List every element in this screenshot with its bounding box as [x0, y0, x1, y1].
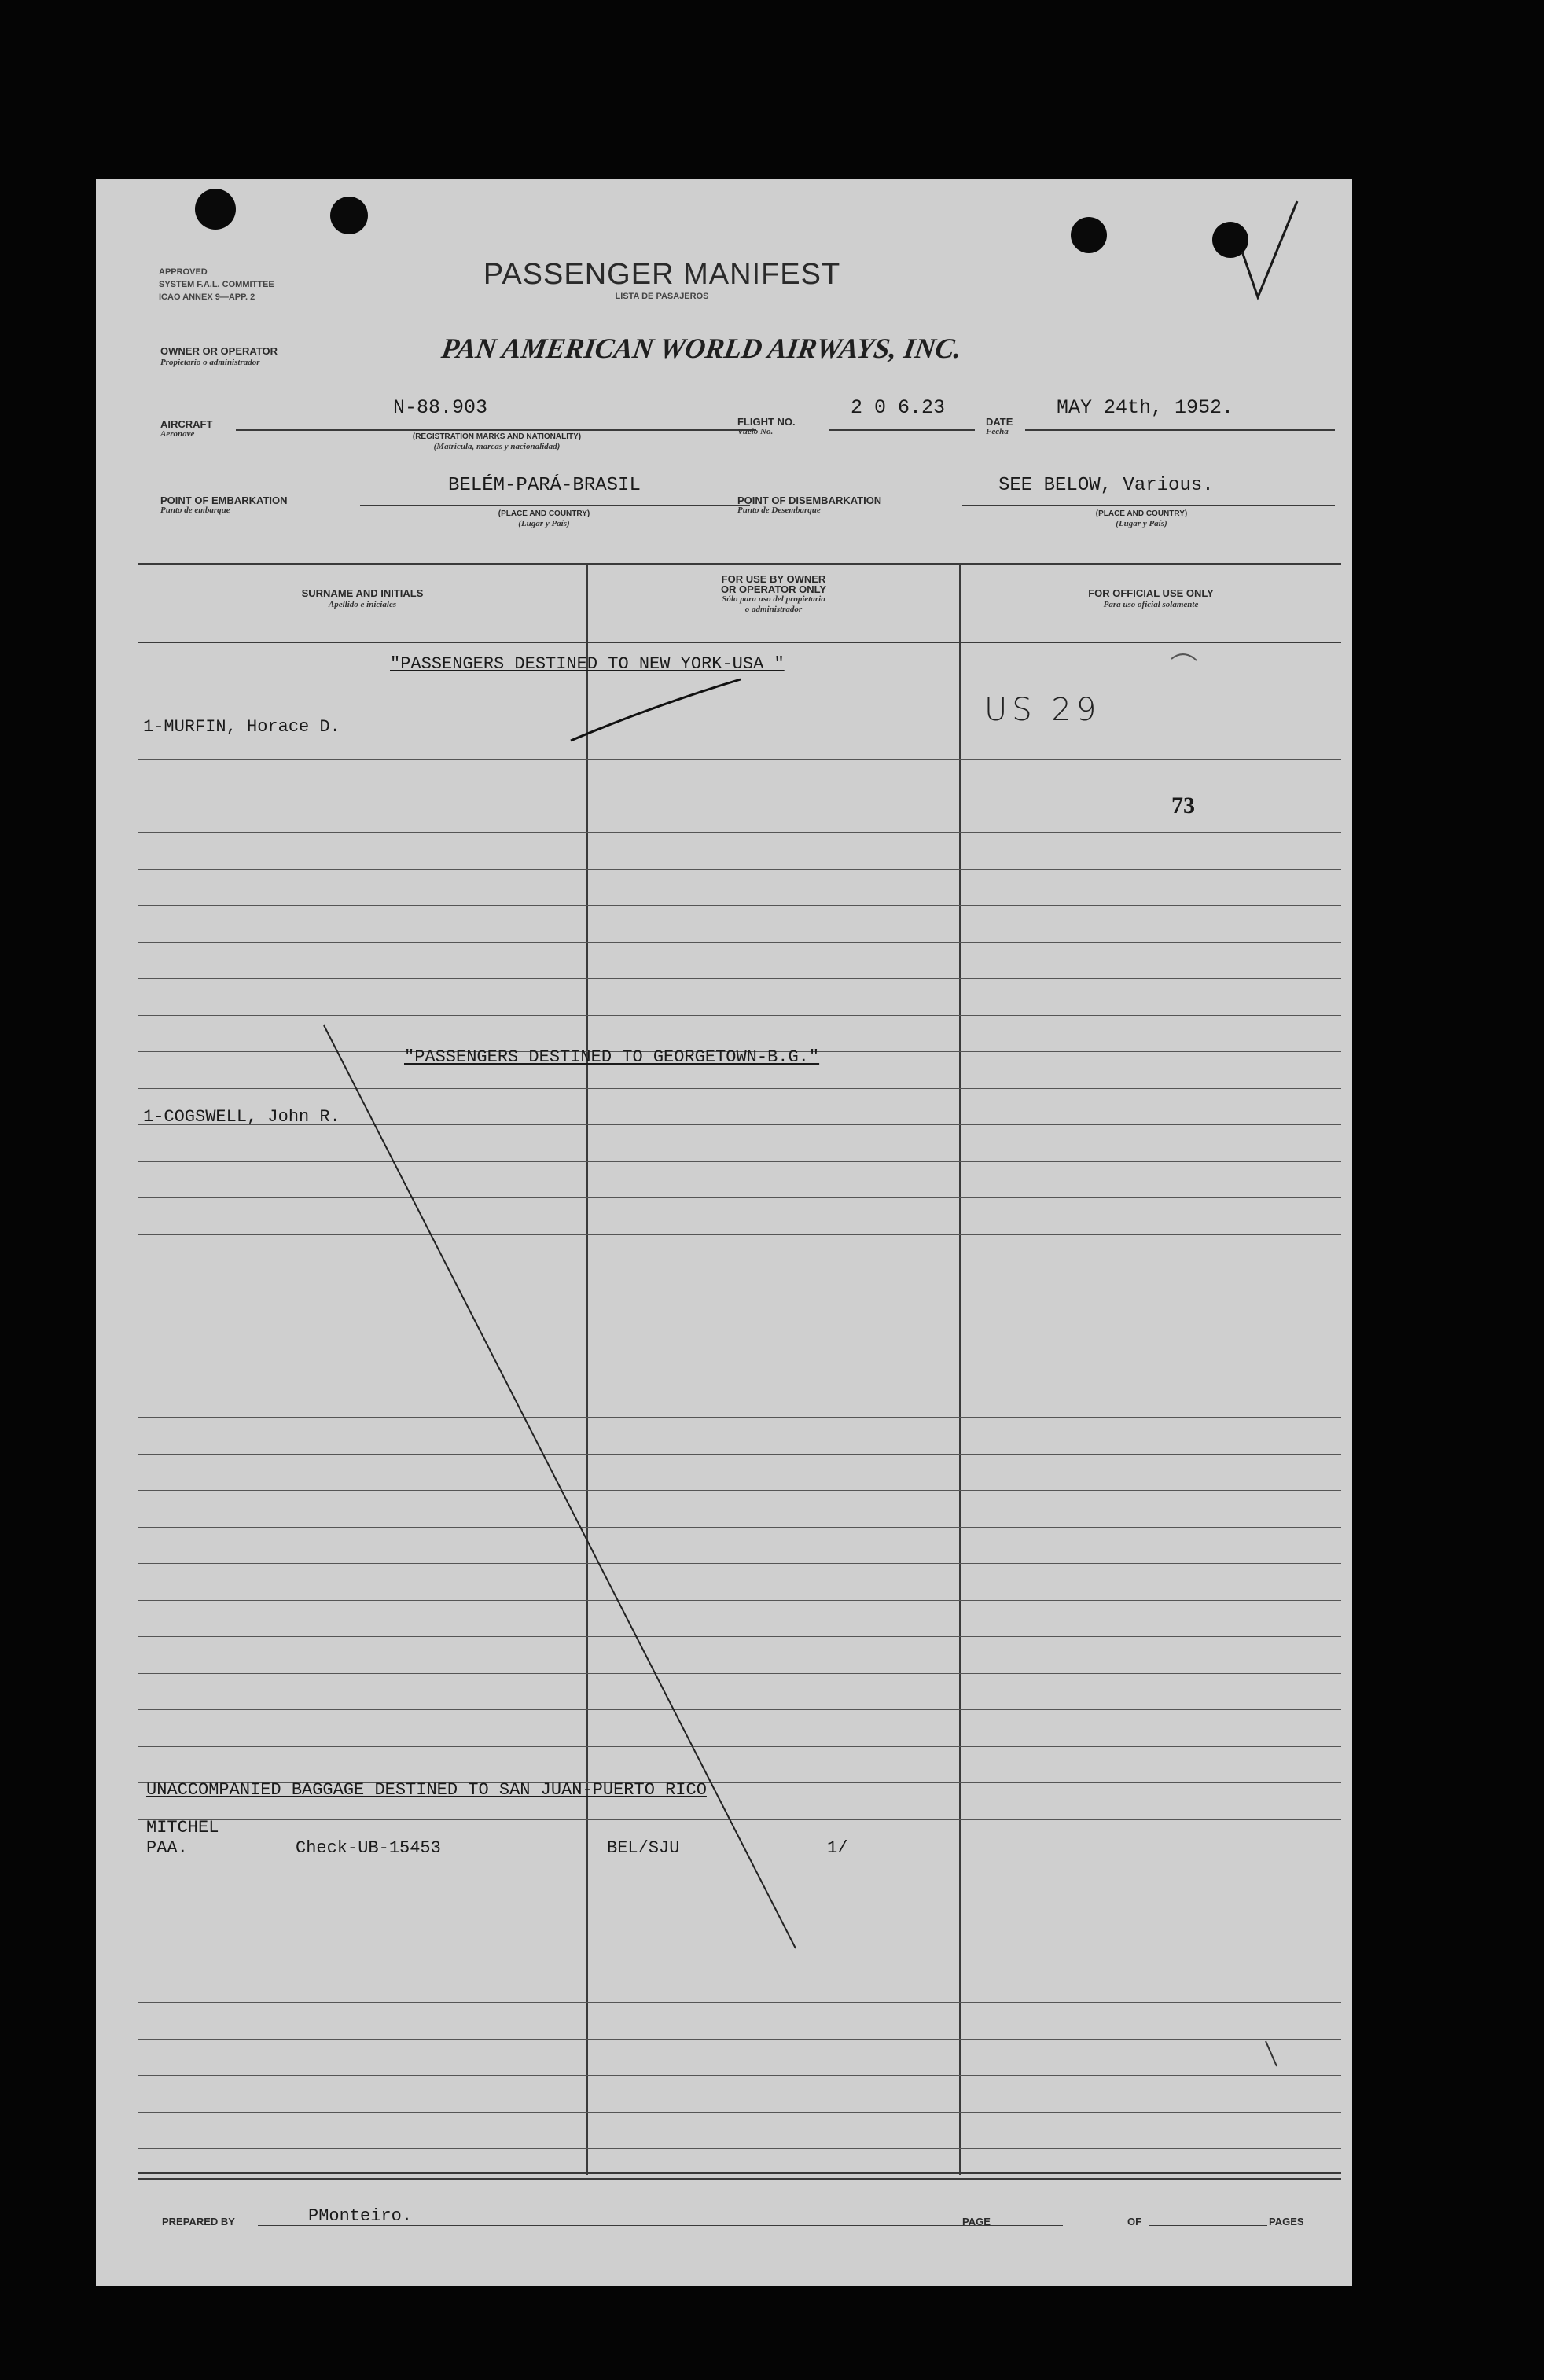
date-value: MAY 24th, 1952.: [1057, 396, 1234, 419]
of-line: [1149, 2225, 1267, 2226]
col3-label: FOR OFFICIAL USE ONLY: [1088, 587, 1214, 599]
registration-label-sub: (Matrícula, marcas y nacionalidad): [433, 442, 561, 451]
flight-label-sub: Vuelo No.: [737, 427, 774, 436]
col2-label-a: FOR USE BY OWNER: [721, 573, 826, 585]
col3-label-sub: Para uso oficial solamente: [1103, 600, 1199, 609]
approved-line: SYSTEM F.A.L. COMMITTEE: [159, 280, 274, 289]
disembark-label: POINT OF DISEMBARKATION: [737, 495, 882, 506]
date-label: DATE: [986, 416, 1013, 428]
owner-label: OWNER OR OPERATOR: [160, 345, 278, 357]
baggage-count: 1/: [827, 1838, 848, 1858]
flight-value: 2 0 6.23: [851, 396, 946, 419]
aircraft-value: N-88.903: [393, 396, 488, 419]
prepared-label: PREPARED BY: [162, 2216, 235, 2227]
registration-label: (REGISTRATION MARKS AND NATIONALITY): [412, 432, 582, 441]
date-label-sub: Fecha: [986, 427, 1009, 436]
page-label: PAGE: [962, 2216, 991, 2227]
group2-heading: "PASSENGERS DESTINED TO GEORGETOWN-B.G.": [404, 1047, 820, 1067]
page-subtitle: LISTA DE PASAJEROS: [615, 292, 709, 301]
disembark-place-label-sub: (Lugar y País): [1116, 519, 1167, 528]
embark-label: POINT OF EMBARKATION: [160, 495, 288, 506]
pen-strokes: [96, 179, 1352, 2286]
owner-label-sub: Propietario o administrador: [160, 358, 260, 367]
baggage-route: BEL/SJU: [607, 1838, 680, 1858]
embark-label-sub: Punto de embarque: [160, 506, 230, 515]
col1-label: SURNAME AND INITIALS: [301, 587, 424, 599]
col1-label-sub: Apellido e iniciales: [328, 600, 397, 609]
passenger-entry: 1-MURFIN, Horace D.: [143, 717, 340, 737]
baggage-check: Check-UB-15453: [296, 1838, 441, 1858]
table-bottom-border: [138, 2172, 1341, 2174]
approved-line: ICAO ANNEX 9—APP. 2: [159, 292, 255, 302]
manifest-sheet: [96, 179, 1352, 2286]
baggage-name: MITCHEL: [146, 1818, 219, 1837]
col2-label-sub-a: Sólo para uso del propietario: [722, 594, 825, 604]
baggage-heading: UNACCOMPANIED BAGGAGE DESTINED TO SAN JUAN-PUERTO RICO: [146, 1780, 707, 1800]
pages-label: PAGES: [1269, 2216, 1304, 2227]
page-title: PASSENGER MANIFEST: [483, 258, 841, 291]
official-number: 73: [1171, 793, 1195, 818]
col2-label-sub-b: o administrador: [744, 605, 803, 614]
official-note: US 29: [984, 692, 1101, 728]
baggage-carrier: PAA.: [146, 1838, 188, 1858]
passenger-entry: 1-COGSWELL, John R.: [143, 1107, 340, 1127]
col2-label-b: OR OPERATOR ONLY: [720, 583, 827, 595]
flight-label: FLIGHT NO.: [737, 416, 796, 428]
disembark-place-label: (PLACE AND COUNTRY): [1095, 509, 1188, 518]
group1-heading: "PASSENGERS DESTINED TO NEW YORK-USA ": [390, 654, 785, 674]
aircraft-label-sub: Aeronave: [160, 429, 195, 439]
page-line: [997, 2225, 1063, 2226]
embark-place-label: (PLACE AND COUNTRY): [498, 509, 590, 518]
prepared-value: PMonteiro.: [308, 2206, 413, 2226]
table-bottom-border: [138, 2178, 1341, 2180]
disembark-value: SEE BELOW, Various.: [998, 475, 1214, 496]
of-label: OF: [1127, 2216, 1142, 2227]
embark-value: BELÉM-PARÁ-BRASIL: [448, 475, 641, 496]
embark-place-label-sub: (Lugar y País): [518, 519, 570, 528]
disembark-label-sub: Punto de Desembarque: [737, 506, 821, 515]
aircraft-label: AIRCRAFT: [160, 418, 213, 430]
approved-line: APPROVED: [159, 267, 208, 277]
operator-name: PAN AMERICAN WORLD AIRWAYS, INC.: [439, 333, 964, 364]
